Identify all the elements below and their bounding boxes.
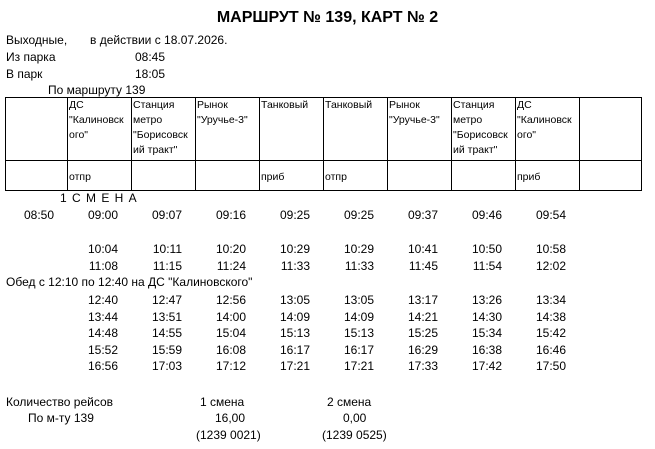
stop-name-line: Танковый [261,99,309,111]
time-cell: 16:38 [471,342,502,357]
day-type: Выходные, [6,33,68,47]
time-cell: 17:50 [535,359,566,373]
blank-cell [580,98,642,161]
blank-cell [6,98,68,161]
time-cell: 11:33 [280,259,310,273]
shift2-label: 2 смена [327,395,372,409]
stop-header [452,98,516,161]
shift-label: 1 С М Е Н А [60,191,138,205]
time-cell: 17:03 [151,359,182,373]
stop-name-line: "Борисовск [453,129,508,141]
stop-name-line: "Уручье-3" [197,114,248,126]
stop-name-line: метро [453,114,483,126]
time-cell: 09:07 [151,208,182,222]
time-cell: 10:04 [87,242,118,256]
stop-header [516,98,580,161]
stop-mark: отпр [324,161,388,191]
time-cell: 15:04 [215,326,246,340]
stop-header [196,98,260,161]
stop-mark [388,161,452,191]
stop-name-line: ий тракт" [133,144,178,156]
route-label: По маршруту 139 [48,83,146,97]
start-time: 08:50 [23,208,54,222]
lunch-note: Обед с 12:10 по 12:40 на ДС "Калиновского" [6,275,253,289]
stop-name-line: Станция [453,99,495,111]
time-cell: 16:56 [87,359,118,373]
time-cell: 11:45 [408,259,438,273]
time-cell: 14:09 [343,309,374,324]
route-trips-label: По м-ту 139 [28,411,94,425]
stop-name-line: "Уручье-3" [389,114,440,126]
time-cell: 13:05 [279,293,310,307]
stop-header [388,98,452,161]
time-cell: 12:47 [151,293,182,307]
stop-name-line: ДС [517,99,532,111]
depot-out-label: Из парка [6,50,56,64]
time-cell: 10:29 [279,242,310,256]
stop-marks-row [6,161,642,191]
stop-name-line: ий тракт" [453,144,498,156]
time-cell: 12:56 [215,293,246,307]
time-cell: 13:05 [343,293,374,307]
blank-cell [6,161,68,191]
time-cell: 10:11 [152,242,182,256]
time-cell: 14:48 [87,326,118,340]
time-cell: 14:00 [215,309,246,324]
stop-name-line: "Калиновск [69,114,124,126]
time-cell: 10:58 [535,242,566,256]
stop-name-line: ДС [69,99,84,111]
blank-cell [580,161,642,191]
time-cell: 15:42 [535,326,566,340]
time-cell: 12:02 [535,259,566,273]
time-cell: 17:12 [215,359,246,373]
time-cell: 16:17 [279,342,310,357]
stop-mark: приб [260,161,324,191]
stop-name-line: "Борисовск [133,129,188,141]
time-cell: 15:13 [279,326,310,340]
stop-header [132,98,196,161]
shift2-code: (1239 0525) [322,428,387,442]
time-cell: 16:46 [535,342,566,357]
time-cell: 17:42 [471,359,502,373]
shift1-code: (1239 0021) [196,428,261,442]
shift1-label: 1 смена [200,395,245,409]
time-cell: 09:00 [87,208,118,222]
time-cell: 15:59 [151,342,182,357]
time-cell: 11:33 [344,259,374,273]
time-cell: 17:33 [407,359,438,373]
time-cell: 15:52 [87,342,118,357]
stop-name-line: "Калиновск [517,114,572,126]
time-cell: 09:46 [471,208,502,222]
time-cell: 10:29 [343,242,374,256]
time-cell: 10:41 [407,242,438,256]
time-cell: 15:25 [407,326,438,340]
time-cell: 16:17 [343,342,374,357]
time-cell: 09:54 [535,208,566,222]
time-cell: 10:50 [471,242,502,256]
time-cell: 16:29 [407,342,438,357]
time-cell: 17:21 [279,359,310,373]
stop-mark: приб [516,161,580,191]
stop-mark [132,161,196,191]
shift2-value: 0,00 [343,411,367,425]
stop-name-line: Станция [133,99,175,111]
time-cell: 11:15 [152,259,182,273]
stop-name-line: Рынок [197,99,228,111]
time-cell: 09:25 [343,208,374,222]
stop-name-line: Танковый [325,99,373,111]
stop-header [68,98,132,161]
valid-from: в действии с 18.07.2026. [90,33,228,47]
time-cell: 09:16 [215,208,246,222]
time-cell: 14:09 [279,309,310,324]
page-title: МАРШРУТ № 139, КАРТ № 2 [216,9,439,26]
time-cell: 14:38 [535,309,566,324]
time-cell: 13:26 [471,293,502,307]
time-cell: 17:21 [343,359,374,373]
time-cell: 11:08 [88,259,118,273]
stop-name-line: ого" [69,129,89,141]
time-cell: 15:34 [471,326,502,340]
stop-name-line: ого" [517,129,537,141]
stop-names-row [6,98,642,161]
depot-in-time: 18:05 [135,67,166,81]
time-cell: 13:34 [535,293,566,307]
time-cell: 14:21 [407,309,438,324]
stop-mark [452,161,516,191]
time-cell: 14:55 [151,326,182,340]
time-cell: 11:54 [472,259,502,273]
stop-header [324,98,388,161]
time-cell: 10:20 [215,242,246,256]
depot-out-time: 08:45 [135,50,166,64]
time-cell: 09:25 [279,208,310,222]
time-cell: 13:44 [87,309,118,324]
trips-count-label: Количество рейсов [6,395,114,409]
stop-mark [196,161,260,191]
shift1-value: 16,00 [215,411,246,425]
stop-header [260,98,324,161]
depot-in-label: В парк [6,67,43,81]
stop-mark: отпр [68,161,132,191]
stop-name-line: Рынок [389,99,420,111]
time-cell: 13:17 [407,293,438,307]
time-cell: 09:37 [407,208,438,222]
time-cell: 12:40 [87,293,118,307]
time-cell: 13:51 [151,309,182,324]
stop-name-line: метро [133,114,163,126]
stops-header-table [5,97,642,191]
time-cell: 14:30 [471,309,502,324]
time-cell: 15:13 [343,326,374,340]
time-cell: 11:24 [216,259,246,273]
time-cell: 16:08 [215,342,246,357]
